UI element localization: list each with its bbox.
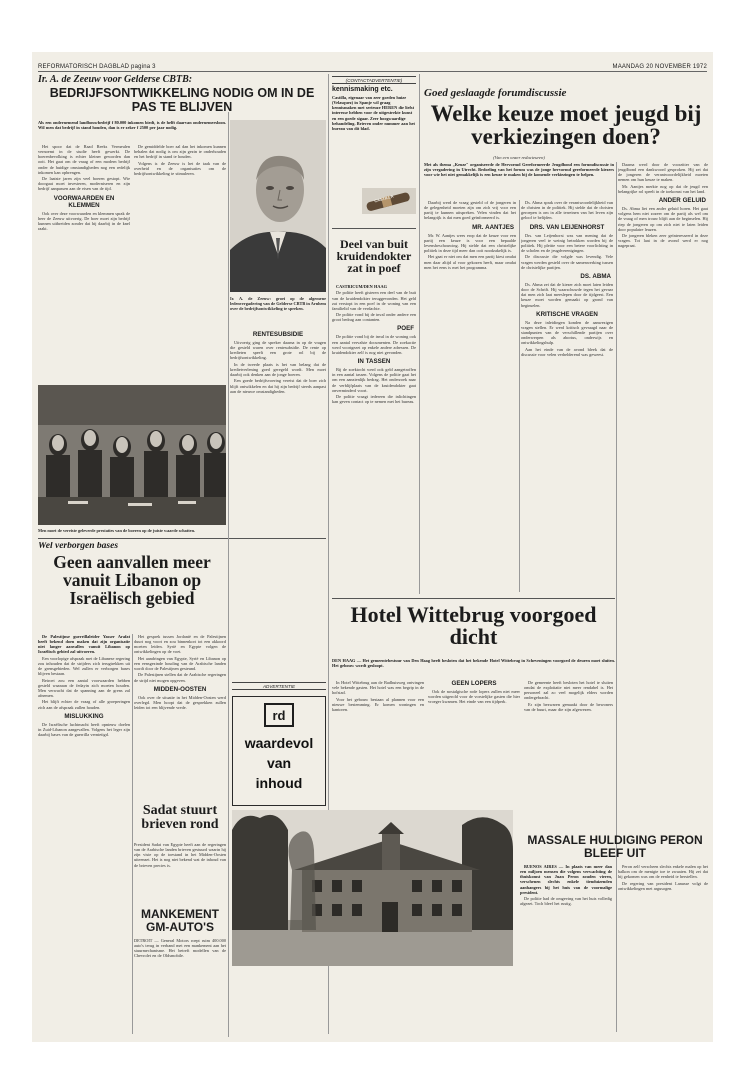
hotel-body2: Voor het gebouw bestaan al plannen voor een nieuwe bestemming. Er komen woningen en kantoren. [332,696,424,712]
forum-col3 [618,162,708,812]
cigar-band-text: CASTILLA [373,193,395,204]
cigar-image [362,188,416,214]
hotel-col3-body: De gemeente heeft besloten het hotel te sluiten omdat de exploitatie niet meer rendabel is. Het personeel zal zo veel mogelijk elders worden ondergebracht. [524,680,613,701]
art3-poef-body: De politie vond bij de inval in de woning ook een aantal vervalste documenten. De zoekactie werd voortgezet op enkele andere adressen. De kruidendokter zelf is nog niet gevonden. [332,334,416,355]
forum-col3-body2: Mr. Aantjes merkte nog op dat de jeugd een belangrijke rol speelt in de toekomst van het land. [618,183,708,194]
art1-photo-caption: Ir. A. de Zeeuw: groei op de algemene ledenvergadering van de Gelderse CBTB in Arnhem over de bedrijfsontwikkeling te spreken. [230,296,326,312]
peron-body2: De politie had de omgeving van het huis volledig afgezet. Toch bleef het rustig. [520,896,612,907]
meeting-photo [38,385,226,525]
forum-aantjes-body2: Het gaat er niet om dat men een partij kiest omdat men daar altijd al voor gekozen heeft, maar omdat men het eens is met het programma. [424,254,516,270]
forum-aantjes-body: Mr. W. Aantjes wees erop dat de keuze voor een partij een keuze is voor een bepaalde levensbeschouwing. Hij stelde dat een christelijke politiek in deze tijd meer dan ooit noodzakelijk is. [424,232,516,254]
waardevol-advert [232,696,326,806]
col-rule-e [519,200,520,592]
hotel-image [232,810,513,966]
portrait-image [230,120,326,292]
art3-body2: De politie vond bij de inval onder andere een groot bedrag aan contanten. [332,312,416,323]
forum-geluid-body: Ds. Abma liet een ander geluid horen. Het gaat volgens hem niet zozeer om de partij als wel om de vraag of men trouw blijft aan de beginselen. Hij riep de jongeren op om zich niet te laten leiden door populaire leuzen. [618,206,708,232]
contact-title: kennismaking etc. [332,86,393,93]
advert-label-text: ADVERTENTIE [232,682,326,690]
peron-headline: MASSALE HULDIGING PERON BLEEF UIT [527,834,703,860]
forum-abma-body: Ds. Abma zei dat de kiezer zich moet laten leiden door de Schrift. Hij waarschuwde tegen het gevaar dat men zich laat meeslepen door de tijdgeest. Een keuze moet worden gemaakt op grond van beginselen. [521,281,613,308]
art1-col2 [134,144,226,299]
art2-col2-body2: Het aandringen van Egypte, Syrië en Libanon op een eensgezinde houding van de Arabische landen wordt door de Palestijnen gesteund. [134,655,226,672]
hotel-photo [232,810,513,966]
art2-col2 [134,634,226,794]
forum-lead: Met als thema „Keuze" organiseerde de Hervormd Gereformeerde Jeugdbond een forumdiscussie in zijn vergadering in Utrecht. Bedoeling van het forum was de jonge hervormd gereformeerde kiezers voor wie het niet gemakkelijk is een keuze te maken bij de komende verkiezingen te helpen. [424,162,614,178]
hotel-body: In Hotel Wittebrug aan de Badhuisweg ontvingen vele bekende gasten. Het hotel was een begrip in de hofstad. [332,680,424,696]
masthead-date: MAANDAG 20 NOVEMBER 1972 [612,63,707,70]
art2-body2: Beiroet zou een aantal voorwaarden hebben gesteld waaraan de fedayin zich moeten houden. Men verwacht dat de spanning aan de grens zal afnemen. [38,677,130,699]
art3-sub-tassen: IN TASSEN [357,358,391,366]
art1-rentesubsidie-body2: In de tweede plaats is het van belang dat de kredietverlening goed geregeld wordt. Men moet daarbij ook denken aan de jonge boeren. [230,361,326,378]
forum-kicker: Goed geslaagde forumdiscussie [424,88,567,99]
forum-leijenhorst-body2: De discussie die volgde was levendig. Vele vragen werden gesteld over de samenwerking tussen de christelijke partijen. [521,254,613,270]
art3-col1 [332,284,416,594]
art3-body: De politie heeft gisteren een deel van de buit van de kruidendokter teruggevonden. Het geld zat verstopt in een poef in de woning van een familielid van de verdachte. [332,290,416,311]
hotel-lopers-body: Ook de nostalgische rode lopers zullen niet meer worden uitgerold voor de vorstelijke gasten die hier vroeger kwamen. Het einde van een tijdperk. [428,689,520,705]
gm-headline: MANKEMENT GM-AUTO'S [141,908,219,934]
forum-leijenhorst-body: Drs. van Leijenhorst was van mening dat de jongeren veel te weinig betrokken worden bij de politiek. Hij pleitte voor een betere voorlichting in de scholen en de jeugdverenigingen. [521,232,613,254]
peron-col2 [618,864,708,1034]
forum-headline: Welke keuze moet jeugd bij verkiezingen doen? [430,102,702,149]
forum-sub-geluid: ANDER GELUID [658,197,706,205]
forum-col1-body: Daarbij werd de vraag gesteld of de jongeren in de gelegenheid moeten zijn om zich vrij voor een partij te kunnen uitspreken. Velen vinden dat het belangrijk is dat men goed geïnformeerd is. [424,200,516,221]
contact-body: Castilla, eigenaar van zeer goeden huize (Velasquez) in Spanje wil graag kennismaken met serieuze HEREN die liefst interesse hebben voor de uitgestrekte kunst en een goede sigaar. Zeer hoogwaardige behandeling. Brieven onder nummer aan het bureau van dit blad. [332,95,415,131]
divider-art2 [38,538,326,539]
art1-body1: Het spoor dat de Raad Reeks Vermeulen vernoemt in de studie heeft gewerkt. De boerenbevolking is echter kleiner geworden dan ooit. Het gaat om de vraag of een modern bedrijf onder de huidige omstandigheden nog een redelijk inkomen kan opbrengen. [38,144,130,175]
hotel-headline: Hotel Wittebrug voorgoed dicht [350,604,597,649]
art1-sub-rentesubsidie: RENTESUBSIDIE [252,331,304,338]
forum-byline: (Van een onzer redacteuren) [493,155,545,160]
art2-body3: Het blijft echter de vraag of alle groeperingen zich aan de afspraak zullen houden. [38,699,130,710]
hotel-col2 [428,680,520,798]
peron-col2-body: Peron zelf verscheen slechts enkele malen op het balkon om de menigte toe te zwaaien. Hij zei dat hij gekomen was om de eenheid te herstellen. [618,864,708,880]
forum-col1 [424,200,516,592]
advert-label [232,682,326,692]
forum-col3-body: Daarna werd door de voorzitter van de jeugdbond een dankwoord gesproken. Hij zei dat de jongeren de verantwoordelijkheid moeten nemen om hun keuze te maken. [618,162,708,183]
forum-sub-aantjes: MR. AANTJES [472,223,514,231]
advert-line2: van [266,755,292,771]
art1-col1 [38,144,130,382]
advert-line1: waardevol [244,735,314,751]
art2-headline: Geen aanvallen meer vanuit Libanon op Israëlisch gebied [53,554,211,608]
forum-geluid-body2: De jongeren bleken zeer geïnteresseerd in deze vragen. Tot laat in de avond werd er nog nagepraat. [618,233,708,249]
col-rule-b [228,112,229,1037]
art1-sub-voorwaarden: VOORWAARDEN EN KLEMMEN [53,194,115,209]
meeting-image [38,385,226,525]
forum-sub-kritische: KRITISCHE VRAGEN [536,310,598,318]
sadat-headline: Sadat stuurt brieven rond [141,804,219,833]
forum-sub-abma: DS. ABMA [580,272,611,280]
art1-col2-body2: Volgens ir. de Zeeuw is het de taak van de overheid en de organisaties om de bedrijfsontwikkeling te stimuleren. [134,160,226,176]
forum-kritische-body: Na deze inleidingen konden de aanwezigen vragen stellen. Er werd kritisch gevraagd naar de standpunten van de verschillende partijen over onderwerpen als abortus, onderwijs en ontwikkelingshulp. [521,319,613,346]
art2-sub-middenoosten: MIDDEN-OOSTEN [153,685,207,693]
art3-tassen-body2: De politie vraagt iedereen die inlichtingen kan geven contact op te nemen met het bureau. [332,394,416,405]
sadat-body: President Sadat van Egypte heeft aan de regeringen van de Arabische landen brieven gestuurd waarin hij zijn visie op de toestand in het Midden-Oosten uiteenzet. Het is nog niet bekend wat de inhoud van de brieven precies is. [134,842,226,868]
art1-rentesubsidie-body: Uitvoerig ging de spreker daarna in op de vragen die gesteld waren over rentesubsidie. De rente op kredieten speelt een grote rol bij de bedrijfsontwikkeling. [230,340,326,361]
hotel-lead: DEN HAAG — Het gemeentebestuur van Den Haag heeft besloten dat het bekende Hotel Wittebrug in Scheveningen voorgoed de deuren moet sluiten. Het gebouw wordt gesloopt. [332,658,615,669]
art3-dateline: CASTRICUM/DEN HAAG [336,284,387,289]
peron-body: BUENOS AIRES — In plaats van meer dan een miljoen mensen die volgens verwachting de thuiskomst van Juan Peron zouden vieren, verschenen slechts enkele tienduizenden aanhangers bij het huis van de voormalige president. [520,864,612,895]
hotel-col3-body2: Er zijn bezwaren gemaakt door de bewoners van de buurt, maar die zijn afgewezen. [524,701,613,712]
forum-sub-leijenhorst: DRS. VAN LEIJENHORST [529,223,605,231]
forum-col2 [521,200,613,592]
col-rule-a [132,634,133,1034]
art2-lead: De Palestijnse guerrillaleider Yasser Arafat heeft bekend doen maken dat zijn organisatie niet langer aanvallen vanuit Libanon op Israëlisch gebied zal uitvoeren. [38,634,130,655]
art1-lead: Als een ondernemend landbouwbedrijf f 80.000 inkomen biedt, is de helft daarvan ondernemersloon. Wil men dat bedrijf in stand houden, dan is er zeker f 2500 per jaar nodig. [38,120,226,131]
masthead-left: REFORMATORISCH DAGBLAD pagina 3 [38,63,156,70]
art1-body2: De laatste jaren zijn veel boeren gestopt. Wie doorgaat moet investeren, moderniseren en zijn bedrijf aanpassen aan de eisen van de tijd. [38,176,130,192]
advert-line3: inhoud [255,775,303,791]
art2-middenoosten-body: Ook over de situatie in het Midden-Oosten werd overlegd. Men hoopt dat de gesprekken zullen leiden tot een blijvende vrede. [134,694,226,711]
art1-col3 [230,328,326,624]
art3-sub-poef: POEF [397,325,414,333]
art2-misluk-body: De Israëlische luchtmacht heeft opnieuw doelen in Zuid-Libanon aangevallen. Volgens het leger zijn daarbij bases van de guerrilla vernietigd. [38,721,130,738]
art2-col2-body3: De Palestijnen stellen dat de Arabische regeringen de strijd niet mogen opgeven. [134,672,226,683]
art1-headline: BEDRIJFSONTWIKKELING NODIG OM IN DE PAS TE BLIJVEN [49,87,315,114]
cigar-icon [362,188,416,214]
col-rule-f [616,162,617,1032]
hotel-sub-lopers: GEEN LOPERS [451,680,497,687]
art1-rentesubsidie-body3: Een goede bedrijfsvoering vereist dat de boer zich blijft ontwikkelen en dat hij zijn bedrijf steeds aanpast aan de nieuwe omstandigheden. [230,378,326,394]
art2-sub-misluk: MISLUKKING [64,712,104,720]
peron-col1 [520,864,612,1034]
divider-hotel [332,598,615,599]
gm-body: DETROIT — General Motors roept ruim 400.000 auto's terug in verband met een mankement aan het stuurmechanisme. Het betreft modellen van de Chevrolet en de Oldsmobile. [134,938,226,959]
peron-col2-body2: De regering van president Lanusse volgt de ontwikkelingen met argusogen. [618,880,708,891]
art1-kicker: Ir. A. de Zeeuw voor Gelderse CBTB: [38,75,193,85]
hotel-col1 [332,680,424,798]
newspaper-page [32,52,713,1042]
art1-voorwaarden-body: Ook over deze voorwaarden en klemmen sprak de heer de Zeeuw uitvoerig. De boer moet zijn bedrijf kunnen uitbreiden zonder dat hij daarbij in de knel raakt. [38,210,130,232]
forum-kritische-body2: Aan het einde van de avond bleek dat de discussie voor velen verhelderend was geweest. [521,346,613,357]
contact-advert [332,76,416,224]
contact-label: (CONTACTADVERTENTIE) [332,76,416,84]
hotel-col3 [524,680,613,798]
art2-body: Een voorlopige afspraak met de Libanese regering zou inhouden dat de strijders zich terugtrekken uit de grensgebieden. Wel zullen er verborgen bases blijven bestaan. [38,655,130,677]
divider-art3 [332,228,416,229]
art3-headline: Deel van buit kruidendokter zat in poef [336,238,412,275]
masthead [38,62,707,72]
art2-col2-body: Het gesprek tussen Jordanië en de Palestijnen duurt nog voort en zou binnenkort tot een akkoord moeten leiden. Syrië en Egypte volgen de ontwikkelingen op de voet. [134,634,226,655]
forum-col2-body: Ds. Abma sprak over de verantwoordelijkheid van de christen in de politiek. Hij stelde dat de christen geroepen is om in alle terreinen van het leven zijn geloof te belijden. [521,200,613,221]
portrait-photo [230,120,326,292]
art3-tassen-body: Bij de zoektocht werd ook geld aangetroffen in een aantal tassen. Volgens de politie gaat het om een aanzienlijk bedrag. Het onderzoek naar de verblijfplaats van de kruidendokter gaat onverminderd voort. [332,367,416,393]
art2-kicker: Wel verborgen bases [38,542,119,551]
rd-logo: rd [264,703,294,727]
art2-col1 [38,634,130,1034]
col-rule-d [419,74,420,594]
art1-col2-body: De gemiddelde boer zal dan het inkomen kunnen behalen dat nodig is om zijn gezin te onderhouden en het bedrijf in stand te houden. [134,144,226,160]
meeting-photo-caption: Men moet de vereiste geleverde prestaties van de boeren op de juiste waarde schatten. [38,528,196,533]
